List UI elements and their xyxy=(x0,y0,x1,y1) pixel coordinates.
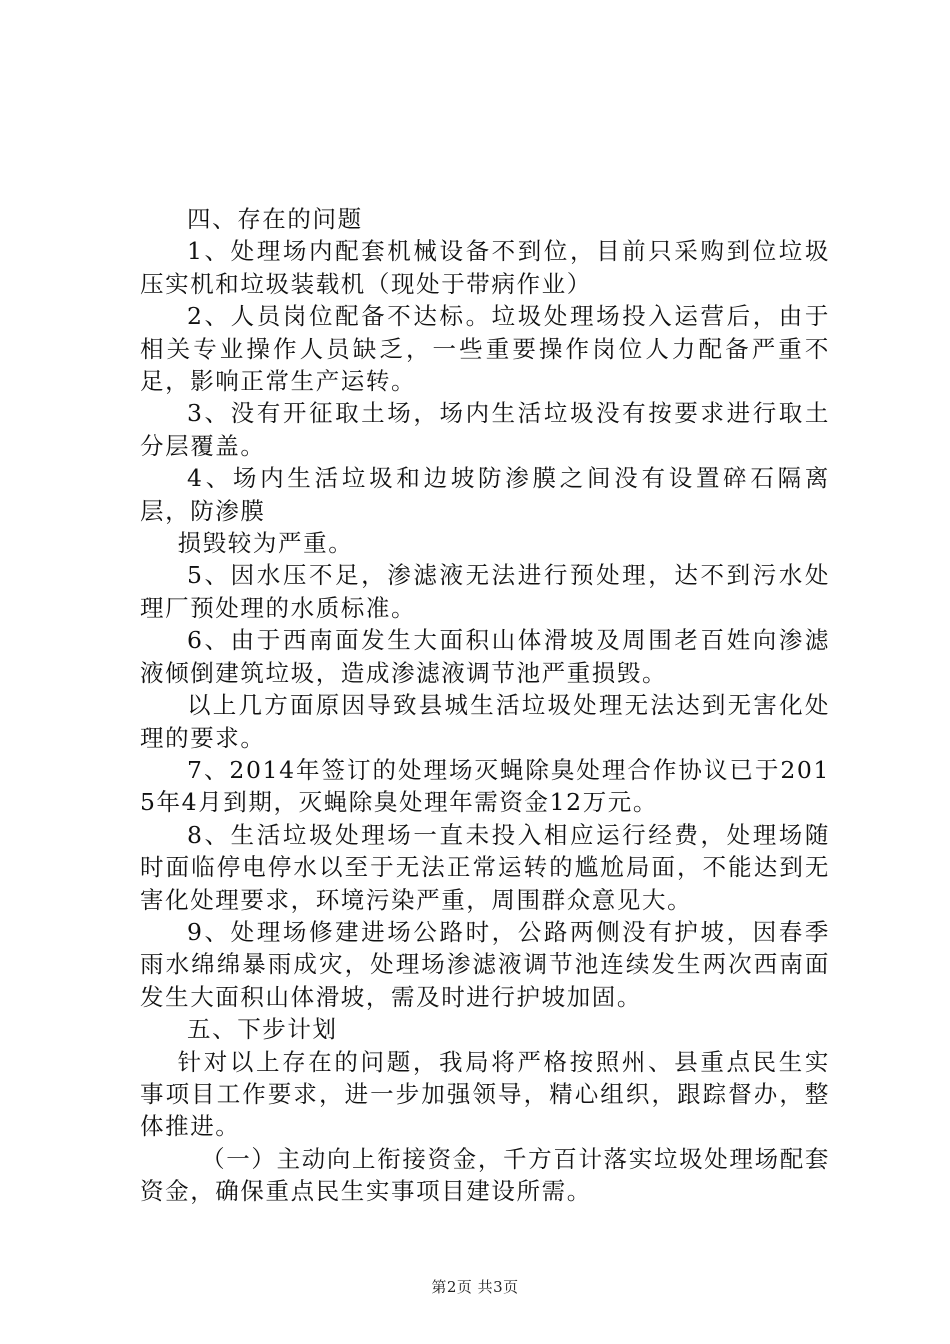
paragraph-item-8: 8、生活垃圾处理场一直未投入相应运行经费，处理场随时面临停电停水以至于无法正常运转的尴尬局面，不能达到无害化处理要求，环境污染严重，周围群众意见大。 xyxy=(140,820,830,914)
paragraph-item-1: 1、处理场内配套机械设备不到位，目前只采购到位垃圾压实机和垃圾装载机（现处于带病作业） xyxy=(140,237,830,298)
paragraph-item-9: 9、处理场修建进场公路时，公路两侧没有护坡，因春季雨水绵绵暴雨成灾，处理场渗滤液调节池连续发生两次西南面发生大面积山体滑坡，需及时进行护坡加固。 xyxy=(140,917,830,1011)
paragraph-plan-item-1: （一）主动向上衔接资金，千方百计落实垃圾处理场配套资金，确保重点民生实事项目建设所需。 xyxy=(140,1144,830,1206)
paragraph-item-3: 3、没有开征取土场，场内生活垃圾没有按要求进行取土分层覆盖。 xyxy=(140,399,830,460)
page-number: 第2页 共3页 xyxy=(431,1278,519,1296)
paragraph-item-5: 5、因水压不足，渗滤液无法进行预处理，达不到污水处理厂预处理的水质标准。 xyxy=(140,561,830,622)
paragraph-item-4-continued: 损毁较为严重。 xyxy=(177,529,354,558)
section-heading-problems: 四、存在的问题 xyxy=(187,205,363,233)
paragraph-plan-intro: 针对以上存在的问题，我局将严格按照州、县重点民生实事项目工作要求，进一步加强领导，精心组织，跟踪督办，整体推进。 xyxy=(140,1047,830,1141)
section-heading-next-steps: 五、下步计划 xyxy=(187,1015,338,1044)
paragraph-item-6: 6、由于西南面发生大面积山体滑坡及周围老百姓向渗滤液倾倒建筑垃圾，造成渗滤液调节池严重损毁。 xyxy=(140,626,830,687)
paragraph-item-2: 2、人员岗位配备不达标。垃圾处理场投入运营后，由于相关专业操作人员缺乏，一些重要操作岗位人力配备严重不足，影响正常生产运转。 xyxy=(140,302,830,396)
document-body xyxy=(140,203,830,1208)
paragraph-item-4: 4、场内生活垃圾和边坡防渗膜之间没有设置碎石隔离层，防渗膜 xyxy=(140,464,830,525)
paragraph-summary: 以上几方面原因导致县城生活垃圾处理无法达到无害化处理的要求。 xyxy=(140,691,830,752)
paragraph-item-7: 7、2014年签订的处理场灭蝇除臭处理合作协议已于2015年4月到期，灭蝇除臭处理年需资金12万元。 xyxy=(140,755,830,817)
